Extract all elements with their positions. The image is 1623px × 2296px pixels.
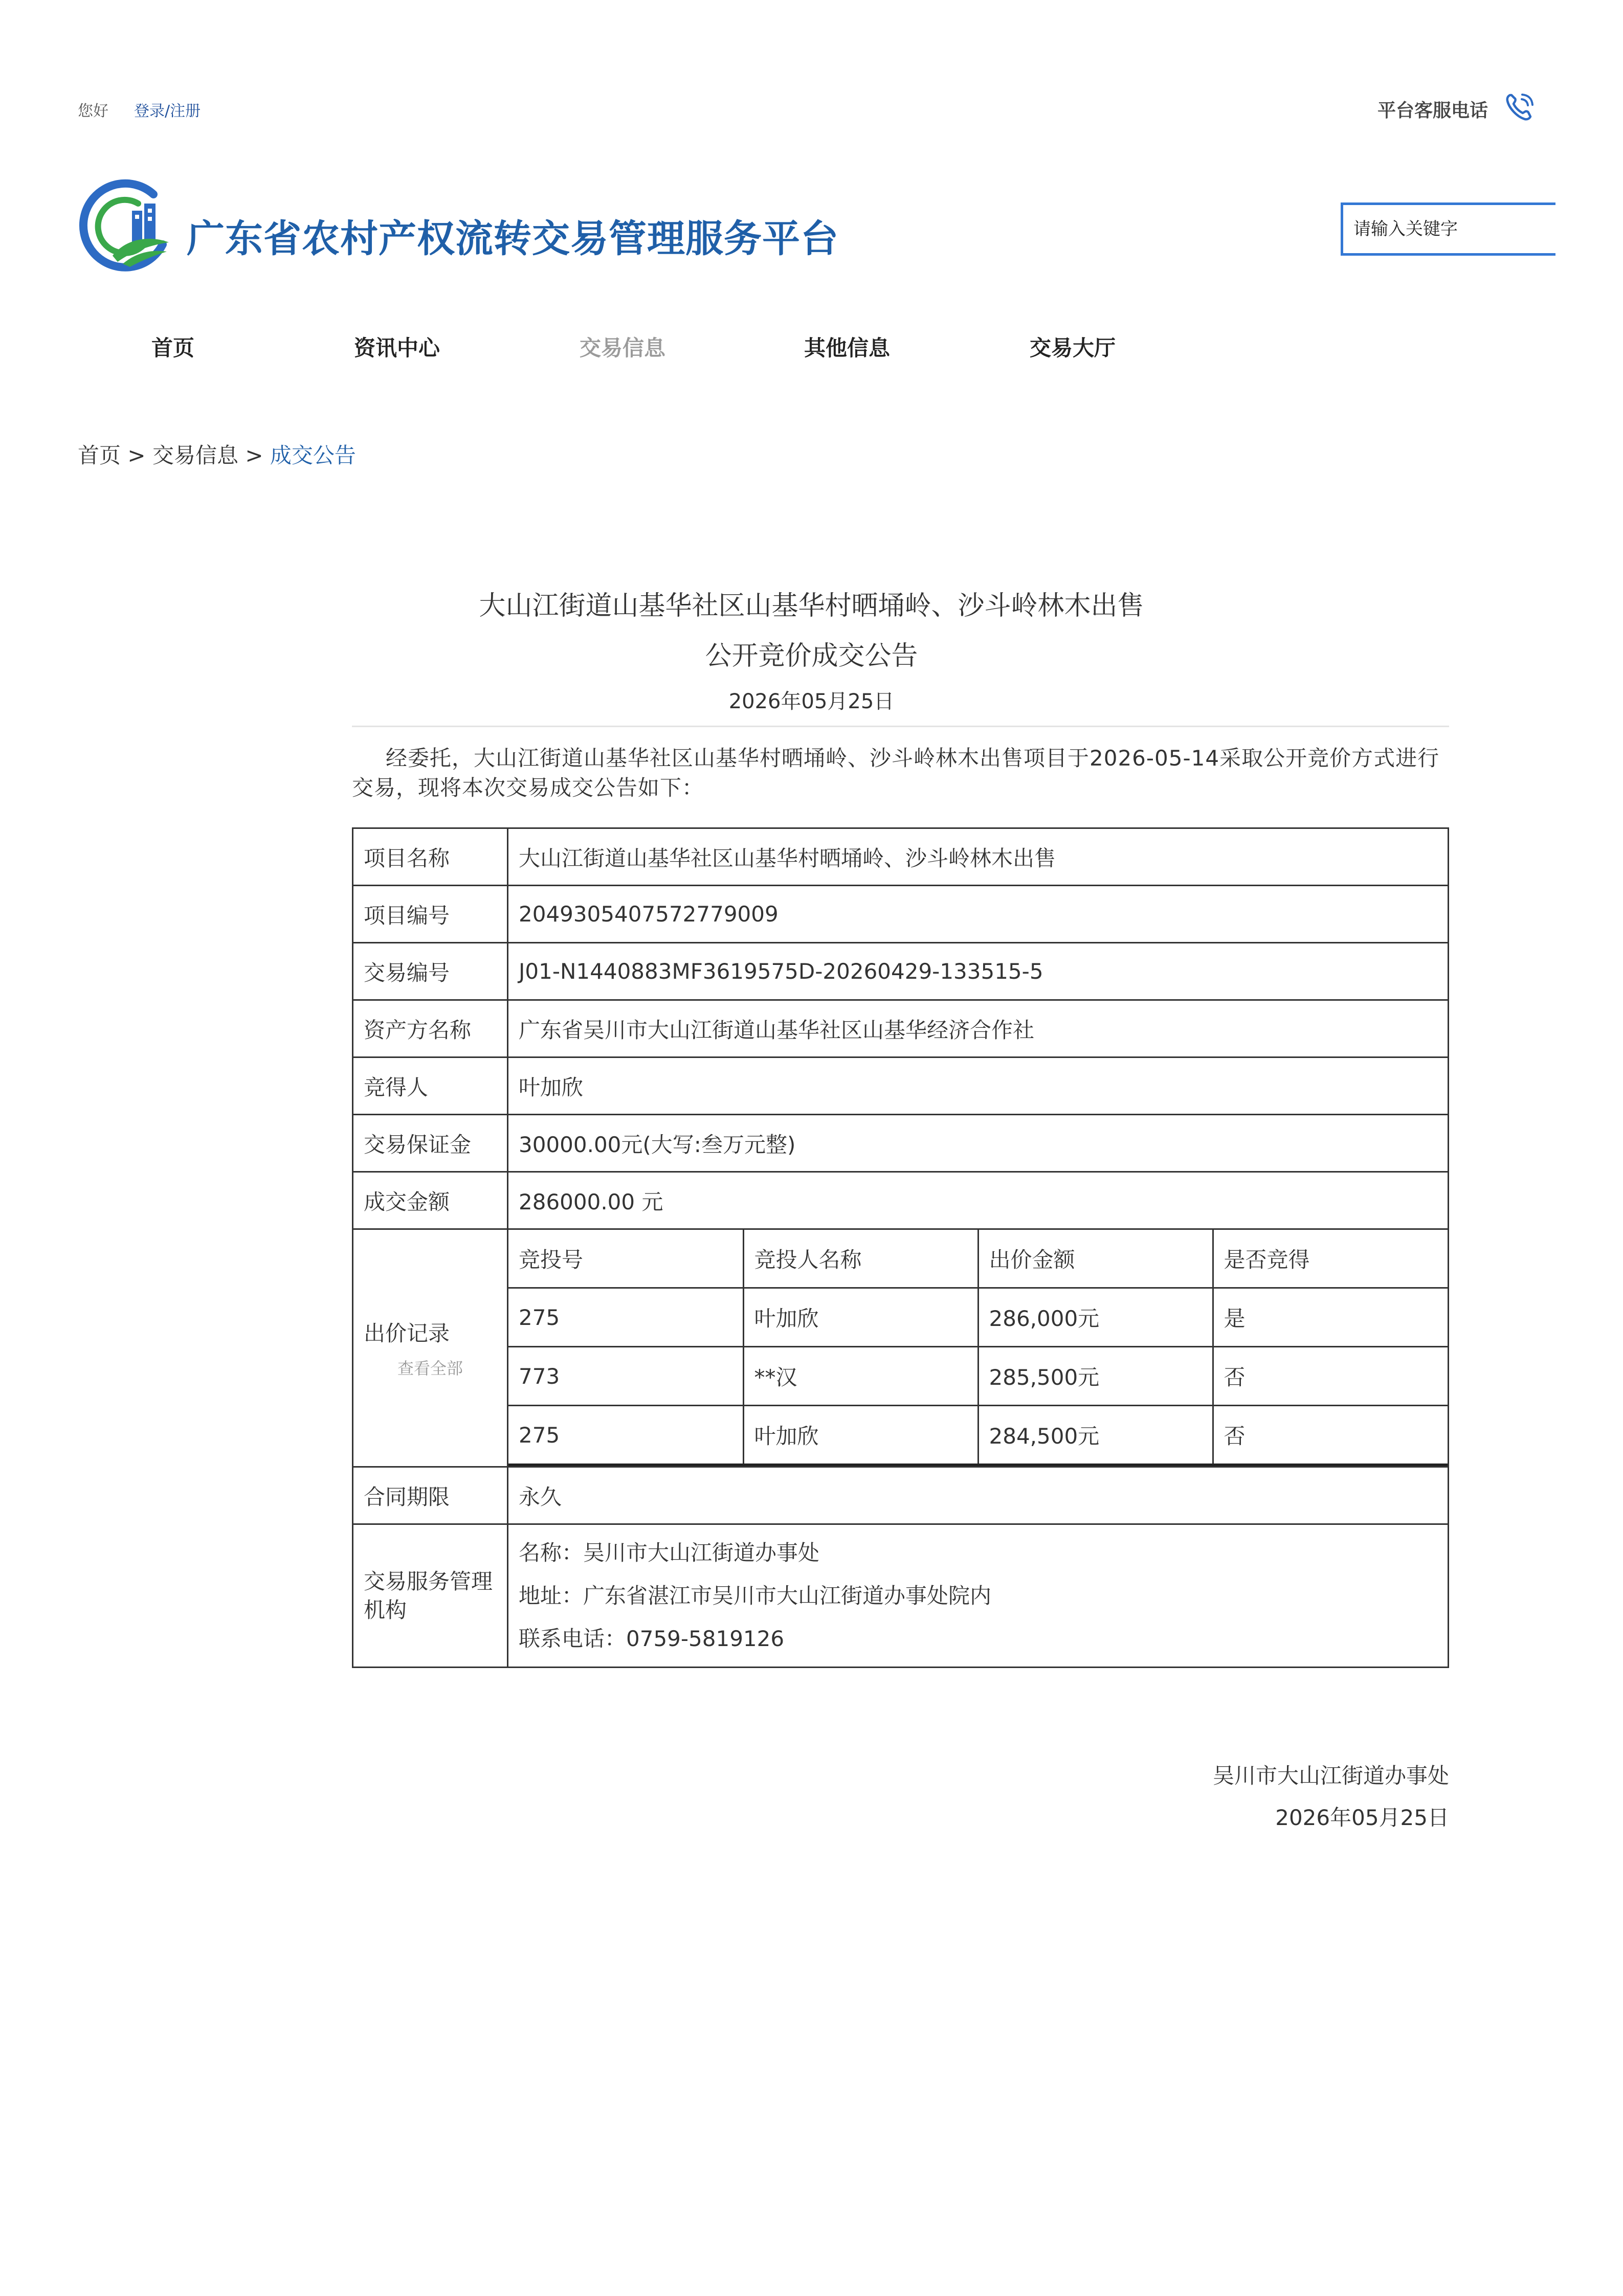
breadcrumb-separator: >	[245, 443, 263, 468]
bid-row	[508, 1406, 1448, 1465]
site-title: 广东省农村产权流转交易管理服务平台	[187, 217, 839, 261]
title-divider	[352, 726, 1449, 727]
nav-home[interactable]: 首页	[151, 335, 195, 361]
bidder-name: 叶加欣	[743, 1406, 978, 1465]
breadcrumb-separator: >	[127, 443, 146, 468]
table-row	[353, 943, 1449, 1000]
row-value: 2049305407572779009	[508, 886, 1449, 943]
row-value: 30000.00元(大写:叁万元整)	[508, 1115, 1449, 1172]
org-row	[353, 1524, 1449, 1668]
phone-icon[interactable]	[1503, 91, 1536, 124]
row-label: 成交金额	[353, 1172, 508, 1229]
greeting-text: 您好	[78, 102, 108, 120]
search-box	[1341, 202, 1555, 256]
search-input[interactable]	[1343, 205, 1555, 253]
contract-term-label: 合同期限	[353, 1467, 508, 1524]
announcement-title-line2: 公开竞价成交公告	[705, 641, 918, 671]
org-address: 地址：广东省湛江市吴川市大山江街道办事处院内	[519, 1583, 992, 1608]
deal-details-table	[352, 827, 1449, 1668]
nav-trade-info[interactable]: 交易信息	[580, 335, 666, 361]
bid-row	[508, 1288, 1448, 1347]
bid-header-cell: 出价金额	[978, 1230, 1213, 1288]
announcement-intro: 经委托，大山江街道山基华社区山基华村晒埇岭、沙斗岭林木出售项目于2026-05-14采取公开竞价方式进行交易，现将本次交易成交公告如下：	[352, 746, 1440, 800]
row-value: 286000.00 元	[508, 1172, 1449, 1229]
bid-number: 275	[508, 1288, 743, 1347]
nav-news-center[interactable]: 资讯中心	[354, 335, 440, 361]
announcement-date: 2026年05月25日	[728, 690, 895, 713]
bid-number: 275	[508, 1406, 743, 1465]
breadcrumb-home[interactable]: 首页	[78, 443, 121, 468]
login-register-link[interactable]: 登录/注册	[134, 102, 201, 120]
bid-row	[508, 1347, 1448, 1406]
platform-logo	[77, 179, 172, 276]
signoff-date: 2026年05月25日	[1275, 1805, 1449, 1830]
breadcrumb-trade-info[interactable]: 交易信息	[152, 443, 238, 468]
row-value: 叶加欣	[508, 1057, 1449, 1115]
table-row	[353, 1000, 1449, 1057]
bid-header-cell: 竞投号	[508, 1230, 743, 1288]
bid-number: 773	[508, 1347, 743, 1406]
org-label: 交易服务管理机构	[353, 1524, 508, 1668]
contract-term-value: 永久	[508, 1467, 1449, 1524]
bid-records-cell	[508, 1229, 1449, 1467]
org-details-cell	[508, 1524, 1449, 1668]
bid-header-row	[508, 1230, 1448, 1288]
table-row	[353, 828, 1449, 886]
bid-amount: 285,500元	[978, 1347, 1213, 1406]
nav-trading-hall[interactable]: 交易大厅	[1030, 335, 1116, 361]
row-label: 项目编号	[353, 886, 508, 943]
service-hotline-label: 平台客服电话	[1377, 100, 1488, 121]
table-row	[353, 1172, 1449, 1229]
bid-header-cell: 是否竞得	[1213, 1230, 1448, 1288]
row-label: 竞得人	[353, 1057, 508, 1115]
bid-records-row	[353, 1229, 1449, 1467]
bidder-name: **汉	[743, 1347, 978, 1406]
table-row	[353, 886, 1449, 943]
bidder-name: 叶加欣	[743, 1288, 978, 1347]
org-name: 名称：吴川市大山江街道办事处	[519, 1540, 820, 1565]
announcement-title-line1: 大山江街道山基华社区山基华村晒埇岭、沙斗岭林木出售	[479, 591, 1144, 621]
bid-won: 是	[1213, 1288, 1448, 1347]
bid-records-label: 出价记录	[364, 1321, 450, 1346]
bid-won: 否	[1213, 1347, 1448, 1406]
row-value: 大山江街道山基华社区山基华村晒埇岭、沙斗岭林木出售	[508, 828, 1449, 886]
table-row	[353, 1115, 1449, 1172]
view-all-bids-link[interactable]: 查看全部	[397, 1359, 463, 1378]
bid-amount: 284,500元	[978, 1406, 1213, 1465]
table-row	[353, 1057, 1449, 1115]
row-value: 广东省吴川市大山江街道山基华社区山基华经济合作社	[508, 1000, 1449, 1057]
bid-amount: 286,000元	[978, 1288, 1213, 1347]
row-value: J01-N1440883MF3619575D-20260429-133515-5	[508, 943, 1449, 1000]
row-label: 交易编号	[353, 943, 508, 1000]
bid-header-cell: 竞投人名称	[743, 1230, 978, 1288]
bid-records-label-cell	[353, 1229, 508, 1467]
row-label: 资产方名称	[353, 1000, 508, 1057]
row-label: 项目名称	[353, 828, 508, 886]
breadcrumb	[78, 439, 356, 469]
signoff-org: 吴川市大山江街道办事处	[1212, 1763, 1449, 1788]
row-label: 交易保证金	[353, 1115, 508, 1172]
bid-won: 否	[1213, 1406, 1448, 1465]
bid-records-table	[508, 1230, 1448, 1466]
breadcrumb-current: 成交公告	[270, 443, 356, 468]
table-row	[353, 1467, 1449, 1524]
nav-other-info[interactable]: 其他信息	[804, 335, 891, 361]
org-phone: 联系电话：0759-5819126	[519, 1626, 785, 1651]
